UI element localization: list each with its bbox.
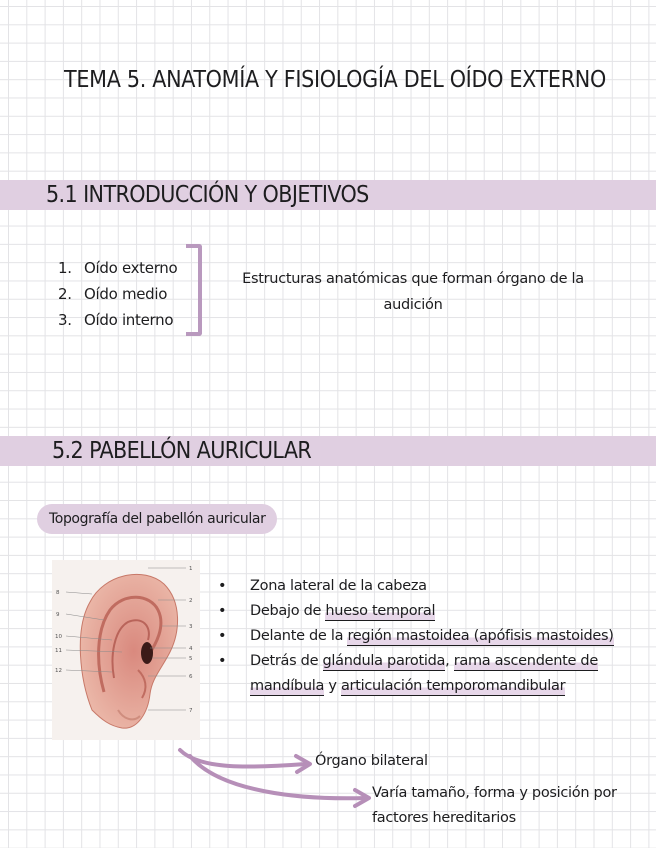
bullet-item: • Detrás de glándula parotida, rama ascendente de mandíbula y articulación temporomandibular: [218, 649, 628, 699]
ear-label-4: 4: [189, 646, 193, 652]
ear-label-12: 12: [55, 668, 62, 674]
bullet-item: • Debajo de hueso temporal: [218, 599, 628, 624]
highlight-articulacion: articulación temporomandibular: [340, 678, 566, 694]
structures-summary: Estructuras anatómicas que forman órgano de la audición: [242, 271, 584, 313]
section-2-heading: 5.2 PABELLÓN AURICULAR: [52, 438, 312, 464]
page-title: TEMA 5. ANATOMÍA Y FISIOLOGÍA DEL OÍDO EXTERNO: [64, 67, 606, 93]
bullet-item: • Delante de la región mastoidea (apófisis mastoides): [218, 624, 628, 649]
ear-label-9: 9: [56, 612, 60, 618]
bullet-item: • Zona lateral de la cabeza: [218, 574, 628, 599]
ear-label-7: 7: [189, 708, 193, 714]
ear-label-1: 1: [189, 566, 193, 572]
section-1-heading: 5.1 INTRODUCCIÓN Y OBJETIVOS: [46, 182, 369, 208]
ear-label-5: 5: [189, 656, 193, 662]
ear-label-11: 11: [55, 648, 62, 654]
topography-label: Topografía del pabellón auricular: [37, 504, 277, 534]
list-item: 2. Oído medio: [58, 285, 168, 303]
list-item: 1. Oído externo: [58, 259, 178, 277]
ear-label-10: 10: [55, 634, 62, 640]
ear-label-2: 2: [189, 598, 193, 604]
highlight-region-mastoidea: región mastoidea (apófisis mastoides): [347, 628, 614, 644]
highlight-hueso-temporal: hueso temporal: [325, 603, 436, 619]
ear-label-6: 6: [189, 674, 193, 680]
variation-note: Varía tamaño, forma y posición por factores hereditarios: [372, 785, 617, 826]
ear-label-8: 8: [56, 590, 60, 596]
highlight-rama-ascendente: rama ascendente de mandíbula: [250, 653, 598, 694]
bilateral-note: Órgano bilateral: [315, 753, 428, 769]
highlight-glandula-parotida: glándula parotida: [322, 653, 446, 669]
ear-label-3: 3: [189, 624, 193, 630]
list-item: 3. Oído interno: [58, 311, 174, 329]
